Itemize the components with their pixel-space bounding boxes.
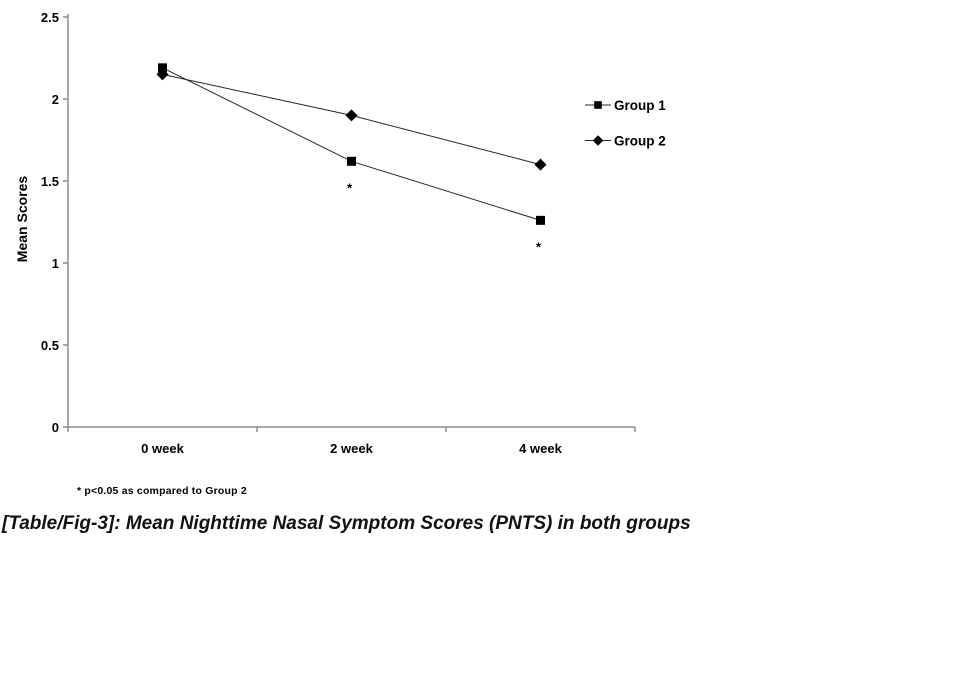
legend-label-group-1: Group 1 — [614, 98, 666, 113]
legend-marker-diamond — [593, 135, 604, 146]
legend-label-group-2: Group 2 — [614, 133, 666, 149]
y-tick-label: 0 — [51, 420, 59, 435]
x-category-label: 4 week — [519, 441, 562, 456]
figure-caption: [Table/Fig-3]: Mean Nighttime Nasal Symptom Scores (PNTS) in both groups — [2, 513, 691, 534]
significance-footnote: * p<0.05 as compared to Group 2 — [77, 485, 247, 497]
series-line-group-1 — [163, 68, 541, 221]
y-tick-label: 2 — [51, 92, 59, 107]
y-tick-label: 2.5 — [40, 10, 59, 25]
data-marker-diamond-group-2 — [535, 159, 547, 171]
data-marker-square-group-1 — [536, 216, 545, 225]
legend-marker-square — [594, 101, 602, 109]
data-marker-diamond-group-2 — [346, 109, 358, 121]
significance-asterisk: * — [535, 239, 542, 255]
y-tick-label: 0.5 — [40, 338, 59, 353]
significance-asterisk: * — [346, 180, 353, 196]
y-axis-title: Mean Scores — [14, 175, 30, 263]
x-category-label: 2 week — [330, 441, 373, 456]
x-category-label: 0 week — [141, 441, 184, 456]
data-marker-square-group-1 — [347, 157, 356, 166]
y-tick-label: 1 — [51, 256, 59, 271]
y-tick-label: 1.5 — [40, 174, 59, 189]
